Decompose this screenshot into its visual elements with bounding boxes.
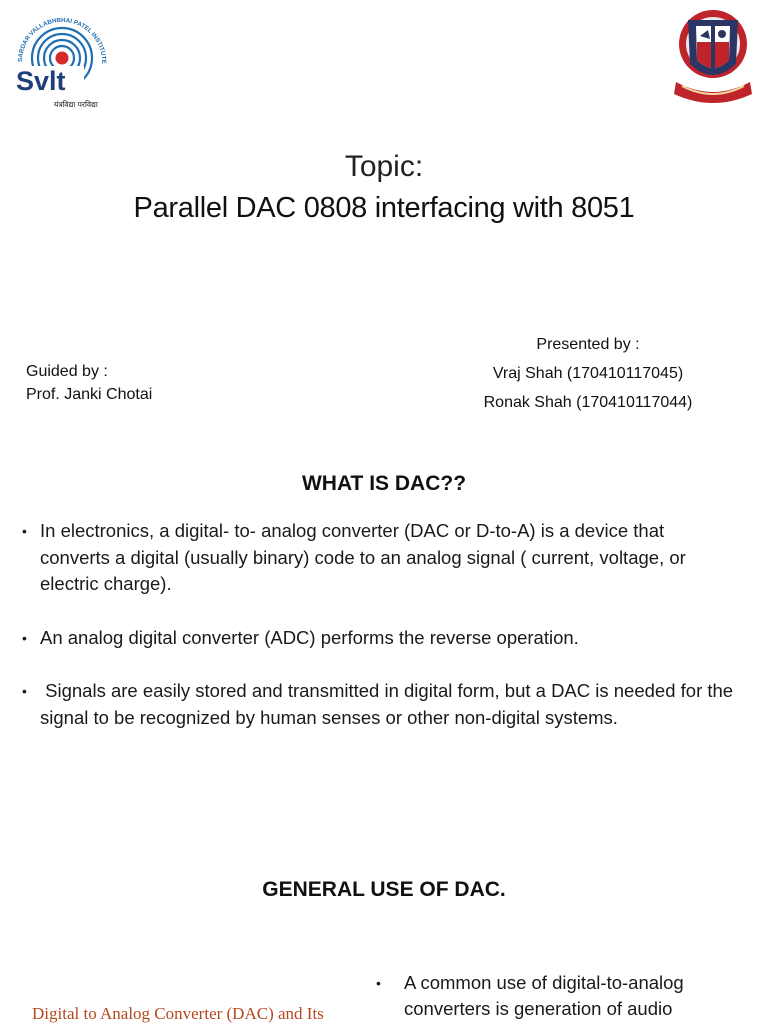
list-item (22, 625, 734, 652)
presented-by-block (438, 330, 738, 417)
svit-tagline: यंत्रविद्या परविद्या (54, 100, 98, 109)
bullet-list (376, 970, 736, 1022)
slide-heading: WHAT IS DAC?? (301, 472, 467, 495)
figure-caption: Digital to Analog Converter (DAC) and Its (32, 1004, 324, 1023)
topic-label: Topic: (344, 150, 424, 183)
bullet-text: In electronics, a digital- to- analog converter (DAC or D-to-A) is a device that converts a digital (usually binary) code to an analog signal ( current, voltage, or electric charge). (40, 520, 686, 594)
bullet-text: Signals are easily stored and transmitted in digital form, but a DAC is needed for the signal to be recognized by human senses or other non-digital systems. (40, 680, 739, 728)
presenter-1: Vraj Shah (170410117045) (492, 365, 684, 382)
guided-by-heading: Guided by : (26, 363, 108, 380)
presented-by-heading: Presented by : (536, 336, 640, 353)
title-slide (0, 0, 768, 440)
guide-name: Prof. Janki Chotai (26, 386, 153, 403)
list-item (376, 970, 736, 1022)
svit-emblem-icon (12, 12, 114, 112)
topic-title: Parallel DAC 0808 interfacing with 8051 (133, 192, 635, 224)
what-is-dac-slide (0, 448, 768, 860)
slide-separator (0, 440, 768, 448)
bullet-text: A common use of digital-to-analog converters is generation of audio (404, 972, 684, 1019)
guided-by-block (26, 360, 152, 406)
bullet-text: An analog digital converter (ADC) performs the reverse operation. (40, 626, 579, 648)
slide-heading: GENERAL USE OF DAC. (262, 878, 506, 901)
bullet-icon: • (22, 683, 27, 699)
list-item (22, 678, 739, 731)
presenter-2: Ronak Shah (170410117044) (483, 394, 693, 411)
bullet-icon: • (376, 975, 381, 991)
bullet-list (22, 518, 739, 758)
bullet-icon: • (22, 629, 27, 646)
svit-ring-text: SARDAR VALLABHBHAI PATEL INSTITUTE (16, 16, 108, 64)
svit-wordmark: Svlt (16, 66, 66, 96)
svit-logo (12, 12, 114, 112)
gtu-crest-icon (668, 6, 758, 110)
bullet-icon: • (22, 523, 27, 539)
general-use-slide (0, 860, 768, 1024)
gtu-logo (668, 6, 758, 110)
list-item (22, 518, 734, 598)
